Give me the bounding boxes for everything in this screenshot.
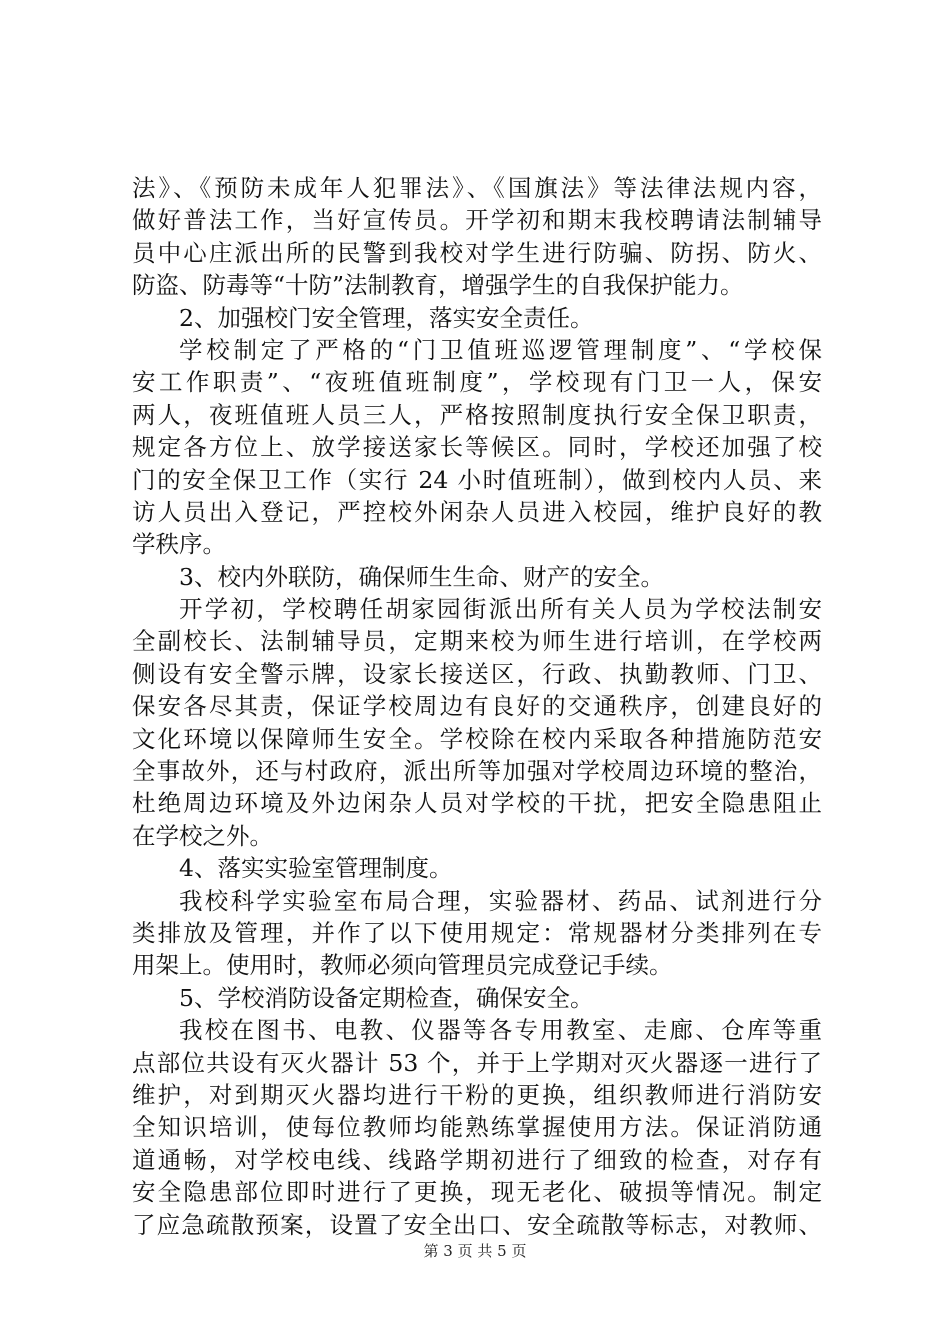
body-text-line: 访人员出入登记，严控校外闲杂人员进入校园，维护良好的教 bbox=[132, 497, 822, 526]
body-text-line: 点部位共设有灭火器计 53 个，并于上学期对灭火器逐一进行了 bbox=[132, 1048, 822, 1077]
body-text-line: 两人，夜班值班人员三人，严格按照制度执行安全保卫职责， bbox=[132, 400, 822, 429]
body-text-line: 我校在图书、电教、仪器等各专用教室、走廊、仓库等重 bbox=[179, 1016, 822, 1045]
body-text-line: 全副校长、法制辅导员，定期来校为师生进行培训，在学校两 bbox=[132, 627, 822, 656]
body-text-line: 防盗、防毒等“十防”法制教育，增强学生的自我保护能力。 bbox=[132, 271, 744, 300]
body-text-line: 保安各尽其责，保证学校周边有良好的交通秩序，创建良好的 bbox=[132, 692, 822, 721]
body-text-line: 做好普法工作，当好宣传员。开学初和期末我校聘请法制辅导 bbox=[132, 206, 822, 235]
body-text-line: 学秩序。 bbox=[132, 530, 226, 559]
body-text-line: 类排放及管理，并作了以下使用规定：常规器材分类排列在专 bbox=[132, 918, 822, 947]
body-text-line: 杜绝周边环境及外边闲杂人员对学校的干扰，把安全隐患阻止 bbox=[132, 789, 822, 818]
body-text-line: 全知识培训，使每位教师均能熟练掌握使用方法。保证消防通 bbox=[132, 1113, 822, 1142]
body-text-line: 2、加强校门安全管理，落实安全责任。 bbox=[179, 303, 594, 332]
body-text-line: 开学初，学校聘任胡家园街派出所有关人员为学校法制安 bbox=[179, 595, 822, 624]
body-text-line: 我校科学实验室布局合理，实验器材、药品、试剂进行分 bbox=[179, 886, 822, 915]
document-body bbox=[132, 172, 822, 1241]
body-text-line: 门的安全保卫工作（实行 24 小时值班制），做到校内人员、来 bbox=[132, 465, 822, 494]
body-text-line: 员中心庄派出所的民警到我校对学生进行防骗、防拐、防火、 bbox=[132, 238, 822, 267]
body-text-line: 学校制定了严格的“门卫值班巡逻管理制度”、“学校保 bbox=[179, 335, 822, 364]
body-text-line: 在学校之外。 bbox=[132, 821, 273, 850]
body-text-line: 维护，对到期灭火器均进行干粉的更换，组织教师进行消防安 bbox=[132, 1080, 822, 1109]
body-text-line: 法》、《预防未成年人犯罪法》、《国旗法》等法律法规内容， bbox=[132, 174, 822, 202]
body-text-line: 安工作职责”、“夜班值班制度”，学校现有门卫一人，保安 bbox=[132, 368, 822, 397]
body-text-line: 3、校内外联防，确保师生生命、财产的安全。 bbox=[179, 562, 664, 591]
body-text-line: 了应急疏散预案，设置了安全出口、安全疏散等标志，对教师、 bbox=[132, 1210, 822, 1239]
page-footer: 第 3 页 共 5 页 bbox=[423, 1242, 527, 1260]
body-text-line: 5、学校消防设备定期检查，确保安全。 bbox=[179, 983, 594, 1012]
body-text-line: 安全隐患部位即时进行了更换，现无老化、破损等情况。制定 bbox=[132, 1178, 822, 1207]
body-text-line: 规定各方位上、放学接送家长等候区。同时，学校还加强了校 bbox=[132, 433, 822, 462]
body-text-line: 文化环境以保障师生安全。学校除在校内采取各种措施防范安 bbox=[132, 724, 822, 753]
body-text-line: 用架上。使用时，教师必须向管理员完成登记手续。 bbox=[132, 951, 673, 980]
body-text-line: 道通畅，对学校电线、线路学期初进行了细致的检查，对存有 bbox=[132, 1145, 822, 1174]
body-text-line: 4、落实实验室管理制度。 bbox=[179, 854, 453, 883]
body-text-line: 全事故外，还与村政府，派出所等加强对学校周边环境的整治， bbox=[132, 757, 822, 786]
body-text-line: 侧设有安全警示牌，设家长接送区，行政、执勤教师、门卫、 bbox=[132, 659, 822, 688]
